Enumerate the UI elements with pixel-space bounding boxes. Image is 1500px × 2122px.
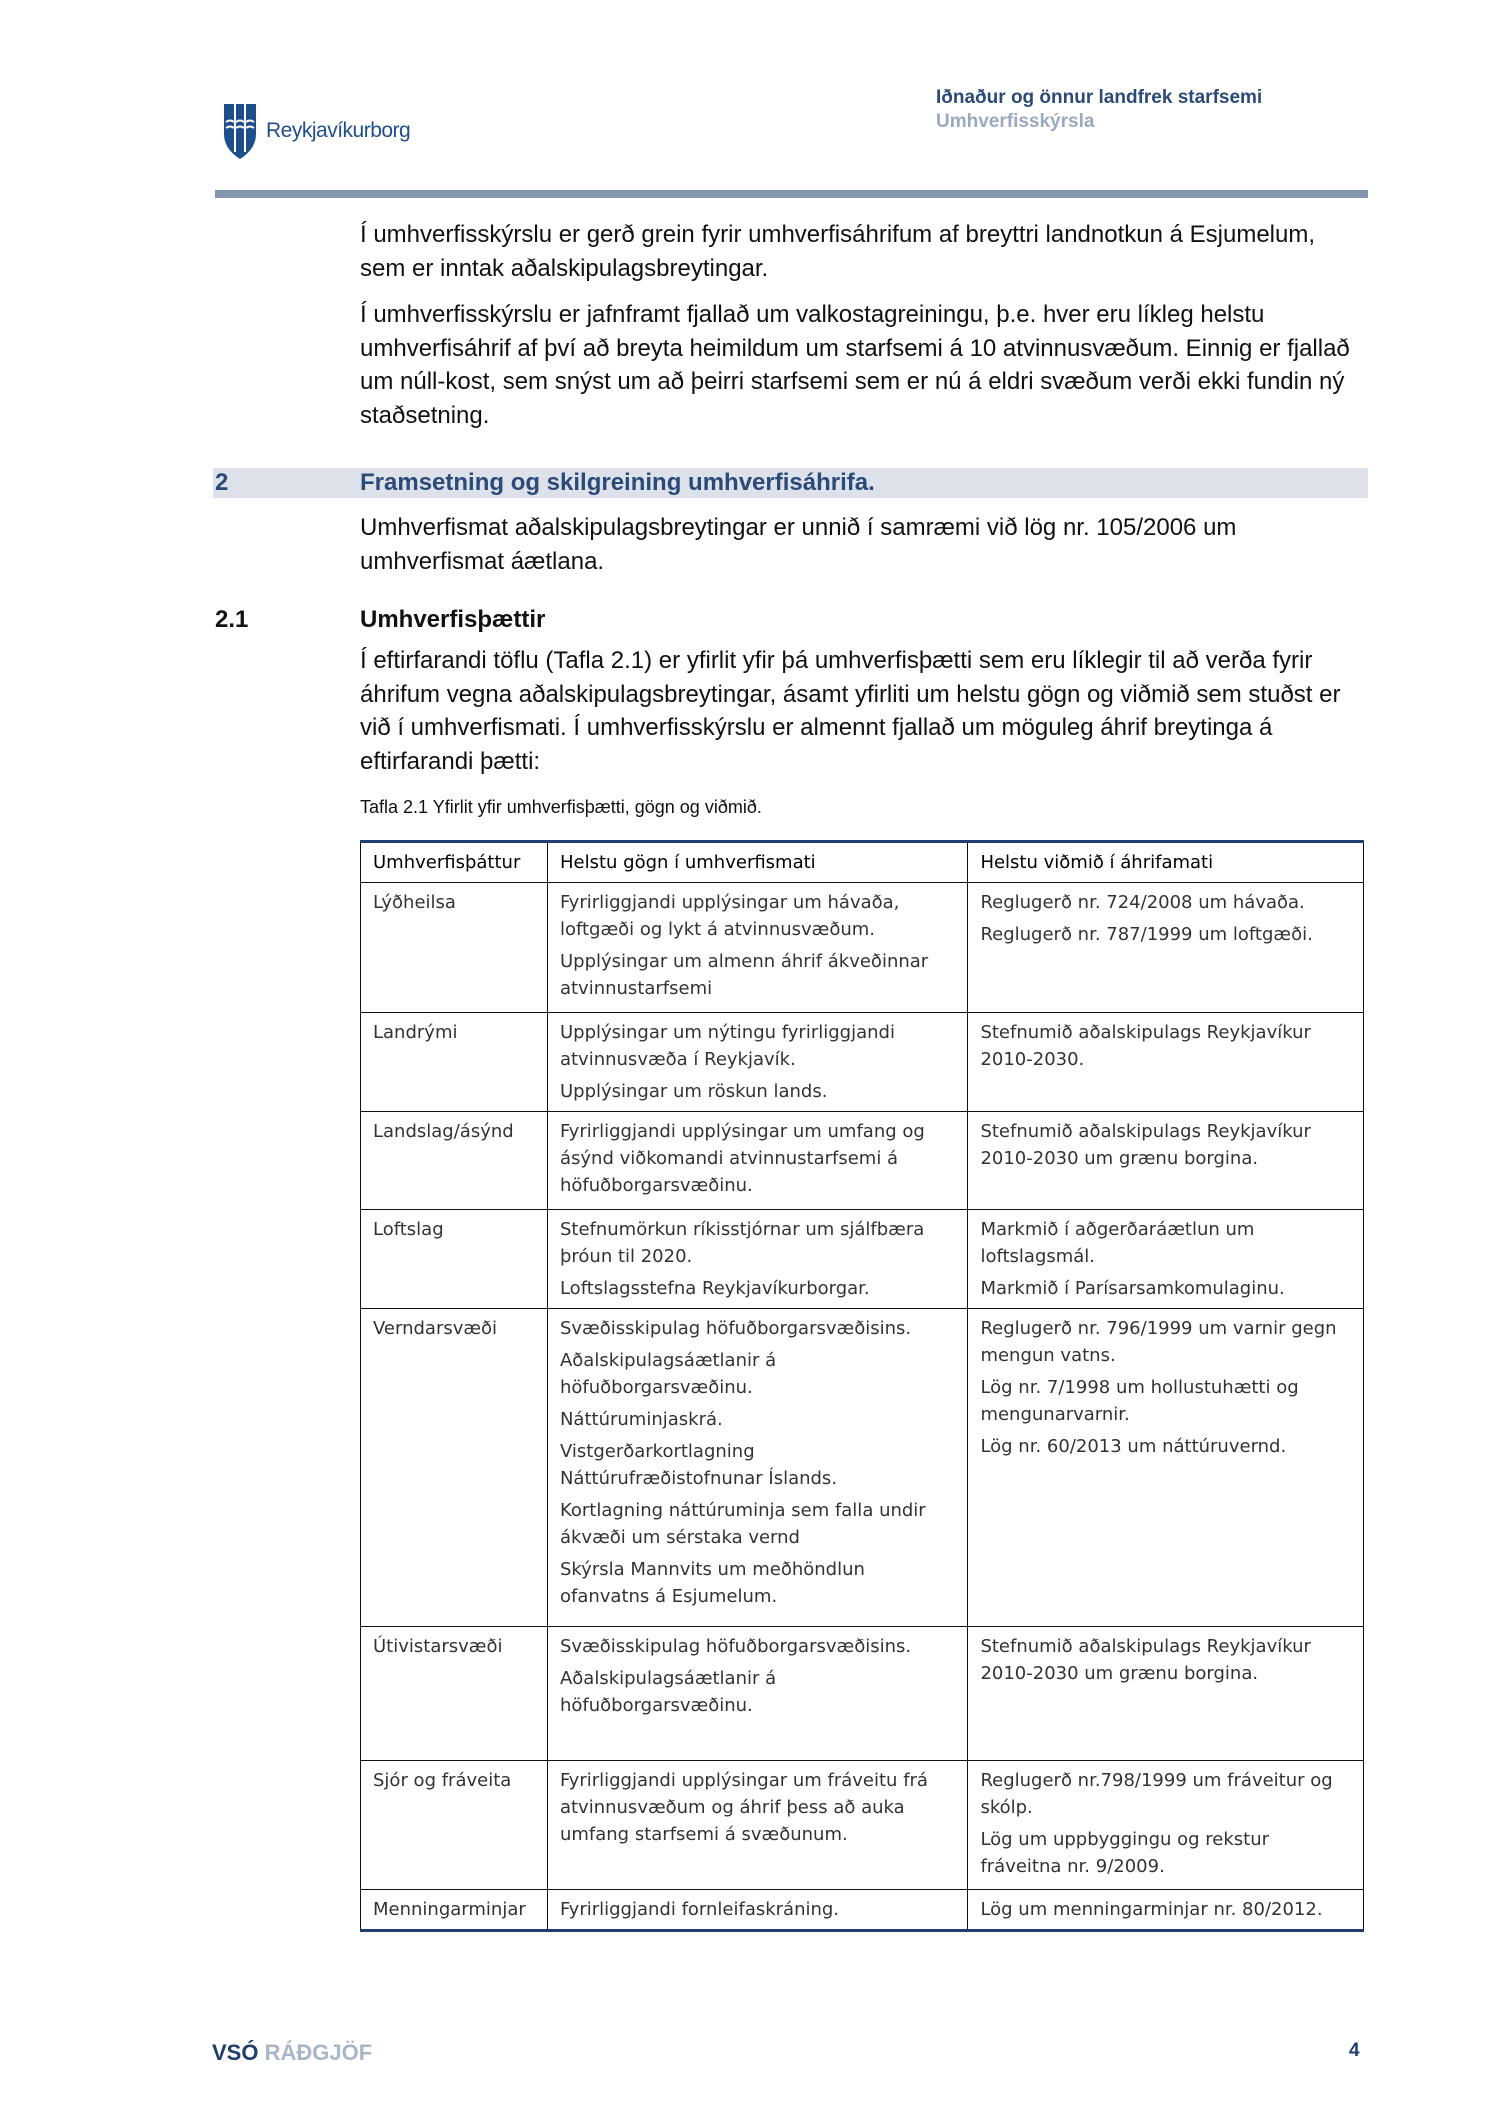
data-cell: [547, 1890, 967, 1931]
criteria-cell: [968, 1210, 1364, 1309]
reykjavik-crest-icon: [222, 102, 258, 160]
cell-line: Lög um uppbyggingu og rekstur fráveitna nr. 9/2009.: [980, 1829, 1270, 1877]
brand-part: RÁÐGJÖF: [264, 2040, 373, 2065]
criteria-cell: [968, 1761, 1364, 1890]
cell-line: Fyrirliggjandi upplýsingar um fráveitu frá atvinnusvæðum og áhrif þess að auka umfang starfsemi á svæðunum.: [559, 1770, 928, 1845]
criteria-cell: [968, 1627, 1364, 1761]
criteria-cell: [968, 1309, 1364, 1627]
cell-line: Reglugerð nr.798/1999 um fráveitur og skólp.: [980, 1770, 1333, 1818]
criteria-cell: [968, 1112, 1364, 1210]
column-header: Umhverfisþáttur: [361, 842, 548, 883]
data-cell: [547, 1112, 967, 1210]
paragraph: Umhverfismat aðalskipulagsbreytingar er unnið í samræmi við lög nr. 105/2006 um umhverfismat áætlana.: [360, 514, 1237, 575]
table-row: [361, 1890, 1364, 1931]
table-row: [361, 1112, 1364, 1210]
factor-cell: Landslag/ásýnd: [361, 1112, 548, 1210]
cell-line: Svæðisskipulag höfuðborgarsvæðisins.: [559, 1318, 912, 1339]
cell-line: Reglugerð nr. 724/2008 um hávaða.: [980, 892, 1305, 913]
data-cell: [547, 883, 967, 1013]
factor-cell: Landrými: [361, 1013, 548, 1112]
table-row: [361, 1627, 1364, 1761]
subsection-number: 2.1: [215, 606, 249, 633]
cell-line: Fyrirliggjandi fornleifaskráning.: [559, 1899, 840, 1920]
cell-line: Stefnumið aðalskipulags Reykjavíkur 2010-2030 um grænu borgina.: [980, 1121, 1311, 1169]
cell-line: Upplýsingar um röskun lands.: [559, 1081, 828, 1102]
cell-line: Upplýsingar um almenn áhrif ákveðinnar atvinnustarfsemi: [559, 951, 929, 999]
cell-line: Skýrsla Mannvits um meðhöndlun ofanvatns á Esjumelum.: [559, 1559, 865, 1607]
data-cell: [547, 1210, 967, 1309]
cell-line: Vistgerðarkortlagning Náttúrufræðistofnunar Íslands.: [559, 1441, 838, 1489]
logo: [222, 102, 410, 160]
cell-line: Stefnumið aðalskipulags Reykjavíkur 2010-2030.: [980, 1022, 1311, 1070]
org-name: Reykjavíkurborg: [266, 119, 411, 142]
table-caption: Tafla 2.1 Yfirlit yfir umhverfisþætti, gögn og viðmið.: [360, 797, 762, 817]
cell-line: Loftslagsstefna Reykjavíkurborgar.: [559, 1278, 870, 1299]
column-header: Helstu viðmið í áhrifamati: [968, 842, 1364, 883]
page-number: 4: [1349, 2040, 1360, 2061]
column-header: Helstu gögn í umhverfismati: [547, 842, 967, 883]
factor-cell: Sjór og fráveita: [361, 1761, 548, 1890]
footer-brand: [212, 2040, 372, 2066]
factor-cell: Loftslag: [361, 1210, 548, 1309]
table-row: [361, 883, 1364, 1013]
header-divider: [215, 190, 1368, 198]
criteria-cell: [968, 883, 1364, 1013]
data-cell: [547, 1627, 967, 1761]
environmental-factors-table: [360, 840, 1364, 1932]
section-heading: [213, 468, 1368, 498]
factor-cell: Lýðheilsa: [361, 883, 548, 1013]
criteria-cell: [968, 1013, 1364, 1112]
cell-line: Lög nr. 60/2013 um náttúruvernd.: [980, 1436, 1287, 1457]
cell-line: Upplýsingar um nýtingu fyrirliggjandi atvinnusvæða í Reykjavík.: [559, 1022, 895, 1070]
cell-line: Náttúruminjaskrá.: [559, 1409, 723, 1430]
criteria-cell: [968, 1890, 1364, 1931]
paragraph: Í umhverfisskýrslu er gerð grein fyrir umhverfisáhrifum af breyttri landnotkun á Esjumelum, sem er inntak aðalskipulagsbreytingar.: [360, 221, 1316, 282]
paragraph: Í eftirfarandi töflu (Tafla 2.1) er yfirlit yfir þá umhverfisþætti sem eru líklegir til að verða fyrir áhrifum vegna aðalskipulagsbreytingar, ásamt yfirliti um helstu gögn og viðmið sem stuðst er við í umhverfismati. Í umhverfisskýrslu er almennt fjallað um möguleg áhrif breytinga á eftirfarandi þætti:: [360, 647, 1341, 775]
cell-line: Reglugerð nr. 796/1999 um varnir gegn mengun vatns.: [980, 1318, 1337, 1366]
cell-line: Reglugerð nr. 787/1999 um loftgæði.: [980, 924, 1313, 945]
intro: [360, 218, 1360, 445]
cell-line: Lög um menningarminjar nr. 80/2012.: [980, 1899, 1323, 1920]
table-row: [361, 1210, 1364, 1309]
data-cell: [547, 1309, 967, 1627]
table-row: [361, 1309, 1364, 1627]
paragraph: Í umhverfisskýrslu er jafnframt fjallað um valkostagreiningu, þ.e. hver eru líkleg helstu umhverfisáhrif af því að breyta heimildum um starfsemi á 10 atvinnusvæðum. Einnig er fjallað um núll-kost, sem snýst um að þeirri starfsemi sem er nú á eldri svæðum verði ekki fundin ný staðsetning.: [360, 301, 1350, 429]
cell-line: Svæðisskipulag höfuðborgarsvæðisins.: [559, 1636, 912, 1657]
factor-cell: Menningarminjar: [361, 1890, 548, 1931]
cell-line: Fyrirliggjandi upplýsingar um hávaða, loftgæði og lykt á atvinnusvæðum.: [559, 892, 900, 940]
data-cell: [547, 1013, 967, 1112]
factor-cell: Útivistarsvæði: [361, 1627, 548, 1761]
subsection-title: Umhverfisþættir: [360, 606, 546, 633]
table-row: [361, 1013, 1364, 1112]
cell-line: Aðalskipulagsáætlanir á höfuðborgarsvæðinu.: [559, 1668, 777, 1716]
table-row: [361, 1761, 1364, 1890]
cell-line: Aðalskipulagsáætlanir á höfuðborgarsvæðinu.: [559, 1350, 777, 1398]
section-title: Framsetning og skilgreining umhverfisáhrifa.: [360, 469, 875, 496]
cell-line: Kortlagning náttúruminja sem falla undir ákvæði um sérstaka vernd: [559, 1500, 926, 1548]
cell-line: Markmið í aðgerðaráætlun um loftslagsmál.: [980, 1219, 1255, 1267]
cell-line: Markmið í Parísarsamkomulaginu.: [980, 1278, 1285, 1299]
cell-line: Stefnumörkun ríkisstjórnar um sjálfbæra þróun til 2020.: [559, 1219, 925, 1267]
data-cell: [547, 1761, 967, 1890]
cell-line: Stefnumið aðalskipulags Reykjavíkur 2010-2030 um grænu borgina.: [980, 1636, 1311, 1684]
factor-cell: Verndarsvæði: [361, 1309, 548, 1627]
cell-line: Lög nr. 7/1998 um hollustuhætti og mengunarvarnir.: [980, 1377, 1299, 1425]
running-header: [936, 86, 1262, 134]
cell-line: Fyrirliggjandi upplýsingar um umfang og ásýnd viðkomandi atvinnustarfsemi á höfuðborgarsvæðinu.: [559, 1121, 925, 1196]
brand-part: VSÓ: [212, 2040, 259, 2065]
header-title: Iðnaður og önnur landfrek starfsemi: [936, 87, 1263, 108]
section-number: 2: [215, 469, 229, 496]
subsection-heading: [215, 606, 546, 634]
header-subtitle: Umhverfisskýrsla: [936, 111, 1095, 132]
